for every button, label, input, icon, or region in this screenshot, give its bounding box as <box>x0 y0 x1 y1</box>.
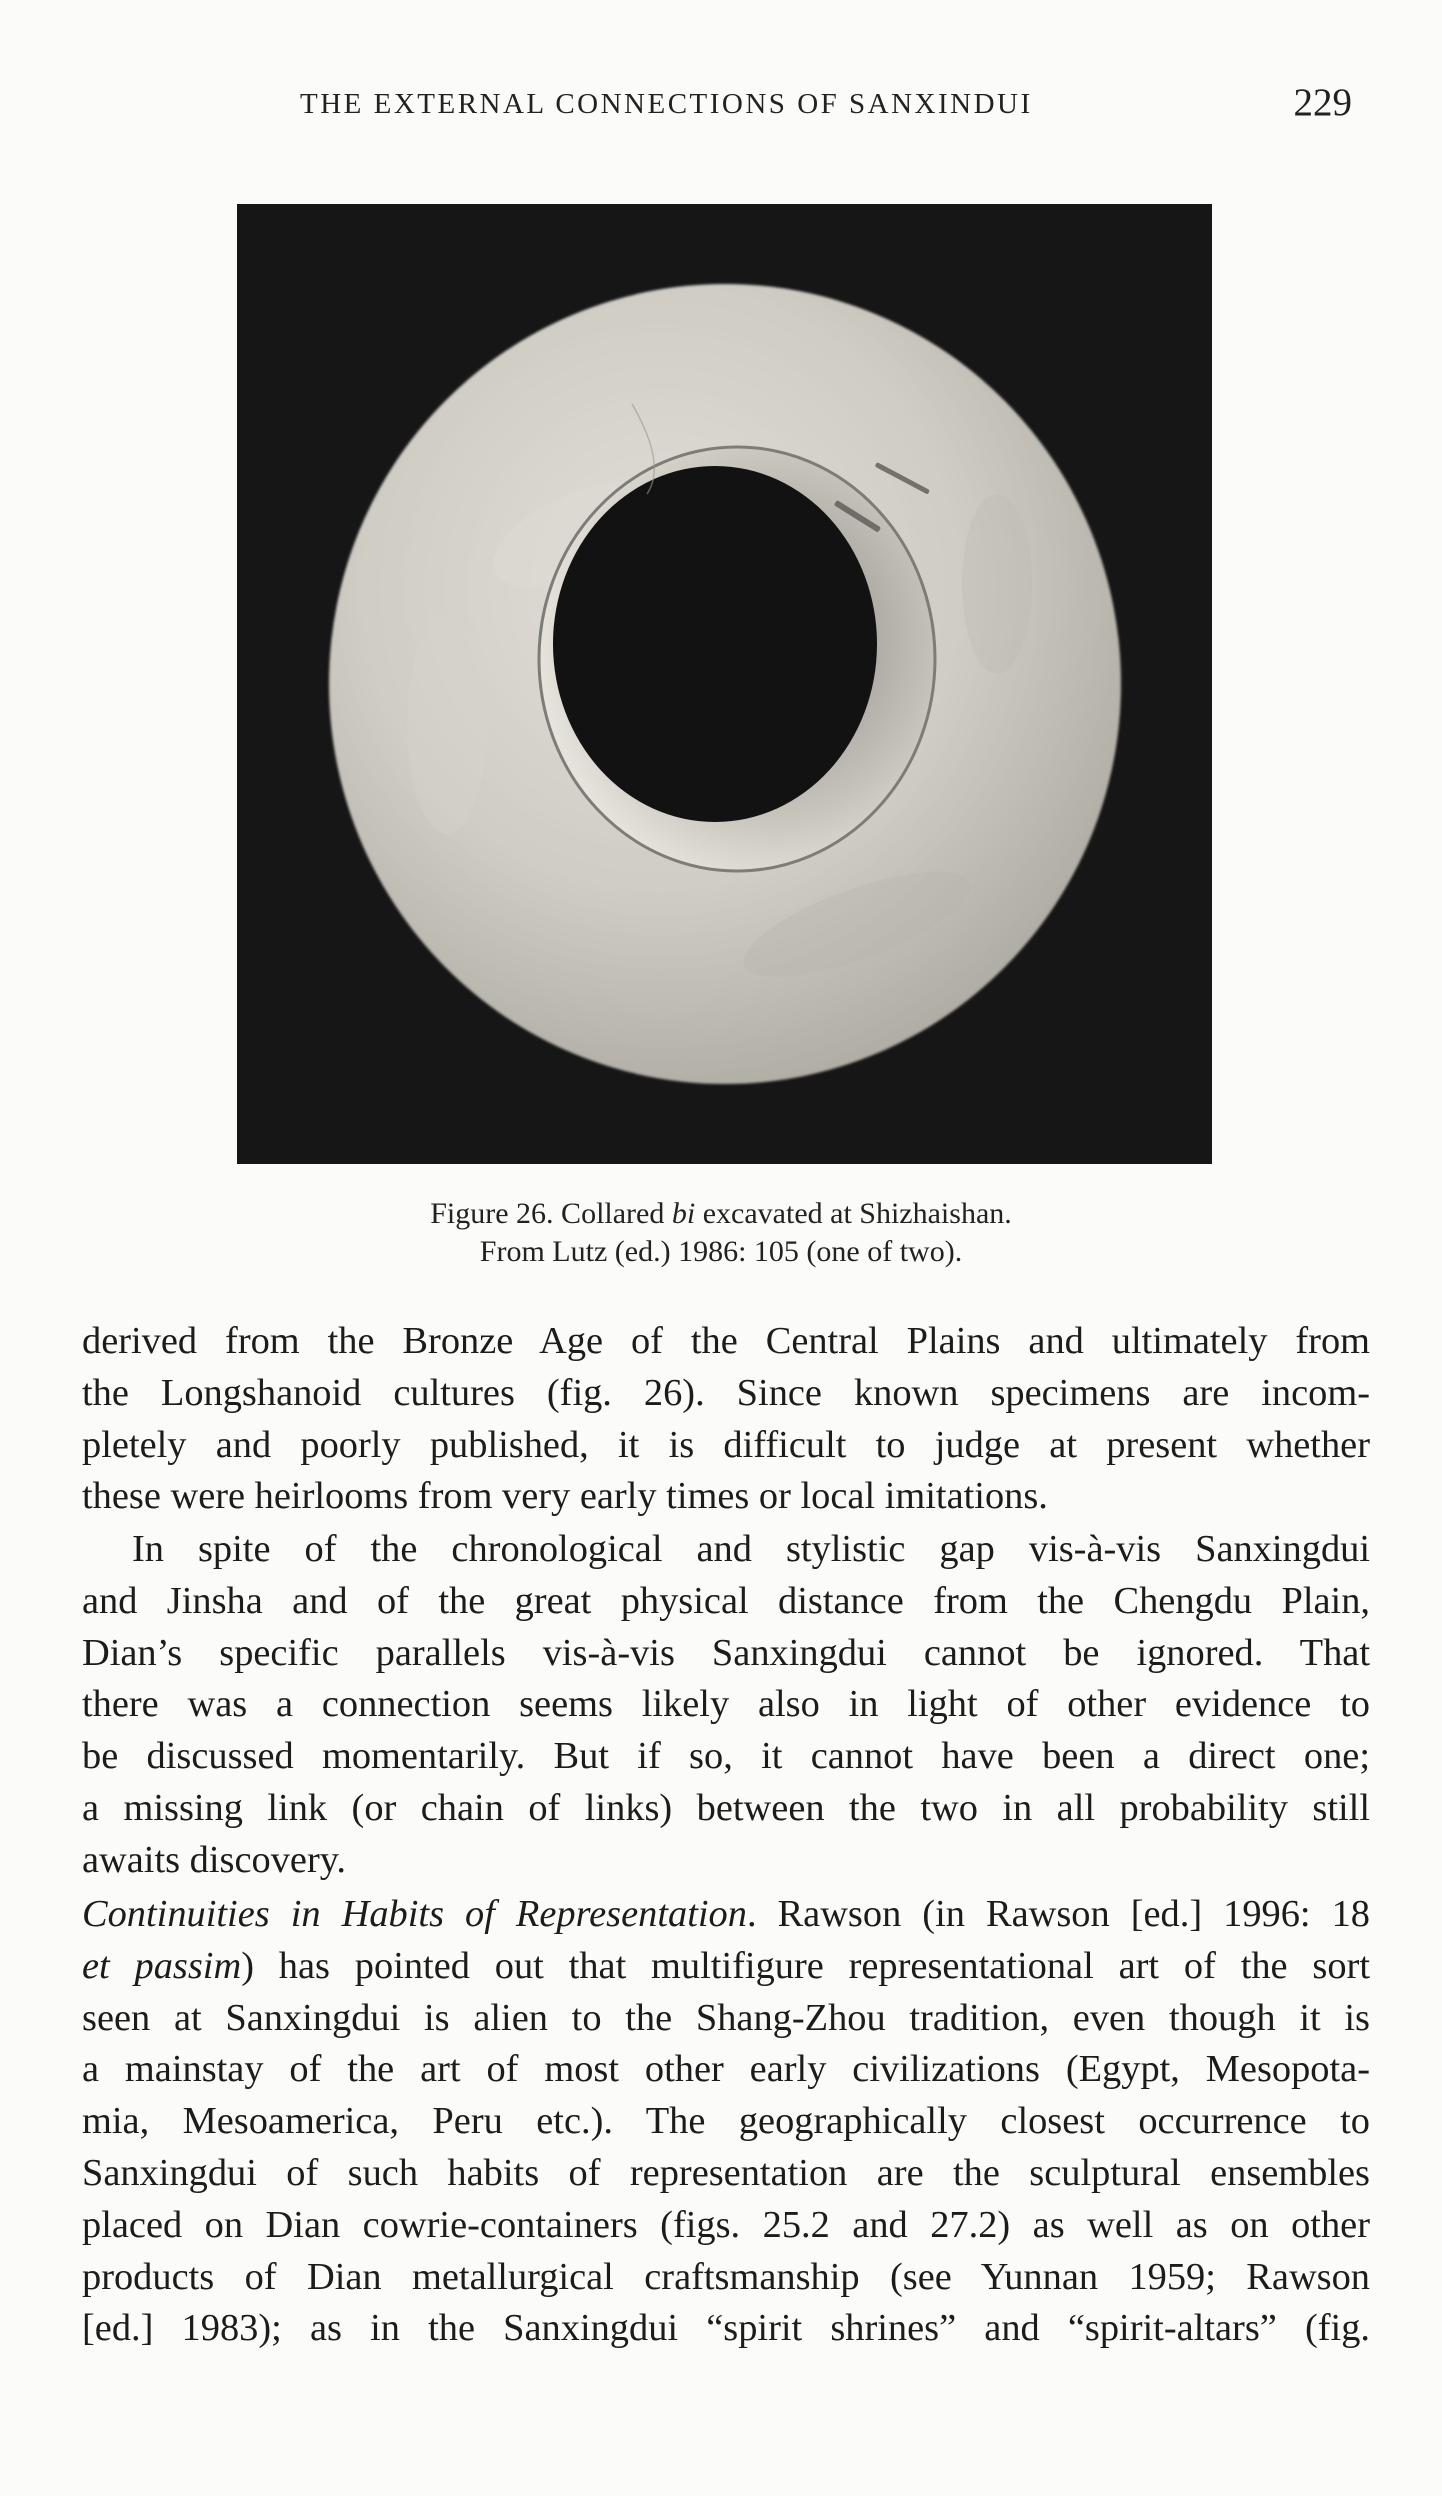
italic-term: et passim <box>82 1944 242 1987</box>
figure-collared-bi-photo <box>237 204 1212 1164</box>
text-line: and Jinsha and of the great physical distance from the Chengdu Plain, <box>82 1579 1370 1622</box>
page-number: 229 <box>1293 81 1352 124</box>
text-line: awaits discovery. <box>82 1838 347 1881</box>
text-run: . Rawson (in Rawson [ed.] 1996: 18 <box>746 1893 1370 1935</box>
text-line: Dian’s specific parallels vis-à-vis Sanxingdui cannot be ignored. That <box>82 1631 1370 1674</box>
text-line: pletely and poorly published, it is difficult to judge at present whether <box>82 1423 1370 1466</box>
text-line: placed on Dian cowrie-containers (figs. 25.2 and 27.2) as well as on other <box>82 2203 1370 2246</box>
text-line: mia, Mesoamerica, Peru etc.). The geographically closest occurrence to <box>82 2100 1370 2143</box>
bi-hole <box>553 466 877 822</box>
text-line: derived from the Bronze Age of the Central Plains and ultimately from <box>82 1320 1370 1362</box>
section-heading: Continuities in Habits of Representation <box>82 1893 747 1935</box>
text-run: ) has pointed out that multifigure representational art of the sort <box>241 1944 1370 1987</box>
figure-caption-line-2: From Lutz (ed.) 1986: 105 (one of two). <box>479 1235 963 1268</box>
running-head: THE EXTERNAL CONNECTIONS OF SANXINDUI <box>300 88 1033 120</box>
text-line: there was a connection seems likely also in light of other evidence to <box>82 1683 1370 1726</box>
text-line <box>82 1889 1370 1941</box>
text-line: these were heirlooms from very early times or local imitations. <box>82 1475 1048 1518</box>
text-line: products of Dian metallurgical craftsmanship (see Yunnan 1959; Rawson <box>82 2255 1370 2298</box>
text-line: Sanxingdui of such habits of representation are the sculptural ensembles <box>82 2151 1370 2194</box>
caption-text: excavated at Shizhaishan. <box>695 1197 1012 1230</box>
paragraph-3 <box>82 1889 1370 2355</box>
text-line: seen at Sanxingdui is alien to the Shang-Zhou tradition, even though it is <box>82 1996 1370 2039</box>
figure-caption-line-1 <box>0 1195 1442 1233</box>
text-line: In spite of the chronological and stylistic gap vis-à-vis Sanxingdui <box>132 1528 1370 1570</box>
caption-italic-term: bi <box>671 1197 696 1230</box>
text-line: a mainstay of the art of most other early civilizations (Egypt, Mesopota- <box>82 2048 1370 2091</box>
text-line: be discussed momentarily. But if so, it cannot have been a direct one; <box>82 1735 1370 1778</box>
caption-text: Figure 26. Collared <box>430 1197 672 1230</box>
collared-bi-illustration <box>237 204 1212 1164</box>
text-line: the Longshanoid cultures (fig. 26). Since known specimens are incom- <box>82 1371 1370 1414</box>
paragraph-1 <box>82 1316 1370 1523</box>
text-line <box>82 1941 1370 1993</box>
text-line: [ed.] 1983); as in the Sanxingdui “spirit shrines” and “spirit-altars” (fig. <box>82 2307 1370 2350</box>
paragraph-2 <box>82 1524 1370 1887</box>
text-line: a missing link (or chain of links) between the two in all probability still <box>82 1786 1370 1829</box>
